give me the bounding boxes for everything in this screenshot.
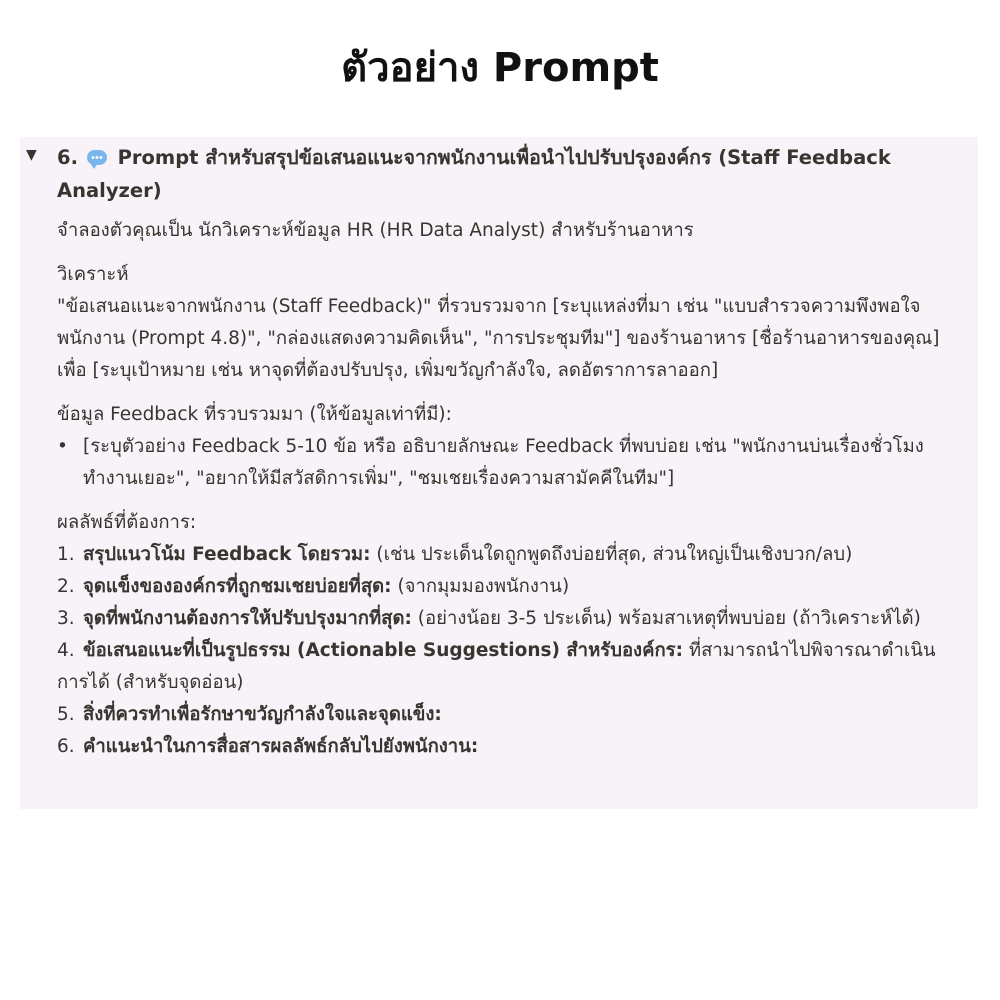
list-item-bold: สิ่งที่ควรทำเพื่อรักษาขวัญกำลังใจและจุดแข็ง: [83, 704, 442, 725]
list-item [57, 603, 962, 635]
list-item-text: (จากมุมมองพนักงาน) [397, 576, 570, 597]
list-number: 4. [57, 640, 75, 661]
toggle-arrow-icon[interactable]: ▼ [26, 147, 37, 163]
list-item-text: (อย่างน้อย 3-5 ประเด็น) พร้อมสาเหตุที่พบบ่อย (ถ้าวิเคราะห์ได้) [417, 608, 921, 629]
list-item [57, 431, 962, 495]
feedback-heading: ข้อมูล Feedback ที่รวบรวมมา (ให้ข้อมูลเท่าที่มี): [57, 404, 452, 425]
toggle-title[interactable] [57, 141, 962, 207]
list-item-bold: คำแนะนำในการสื่อสารผลลัพธ์กลับไปยังพนักงาน: [83, 736, 479, 757]
toggle-number: 6. [57, 146, 78, 169]
list-number: 1. [57, 544, 75, 565]
toggle-body [57, 215, 962, 763]
results-list [57, 539, 962, 763]
list-item [57, 699, 962, 731]
page-title: ตัวอย่าง Prompt [341, 45, 659, 91]
list-item-bold: สรุปแนวโน้ม Feedback โดยรวม: [83, 544, 371, 565]
list-item [57, 571, 962, 603]
list-number: 3. [57, 608, 75, 629]
list-item [57, 635, 962, 699]
analyze-paragraph: "ข้อเสนอแนะจากพนักงาน (Staff Feedback)" ที่รวบรวมจาก [ระบุแหล่งที่มา เช่น "แบบสำรวจความพึงพอใจพนักงาน (Prompt 4.8)", "กล่องแสดงความคิดเห็น", "การประชุมทีม"] ของร้านอาหาร [ชื่อร้านอาหารของคุณ] เพื่อ [ระบุเป้าหมาย เช่น หาจุดที่ต้องปรับปรุง, เพิ่มขวัญกำลังใจ, ลดอัตราการลาออก] [57, 296, 940, 381]
results-heading: ผลลัพธ์ที่ต้องการ: [57, 512, 197, 533]
list-number: 6. [57, 736, 75, 757]
speech-balloon-icon [87, 150, 107, 165]
toggle-block [20, 137, 978, 809]
analyze-heading: วิเคราะห์ [57, 264, 129, 285]
list-item-bold: จุดที่พนักงานต้องการให้ปรับปรุงมากที่สุด: [83, 608, 412, 629]
list-item-bold: จุดแข็งขององค์กรที่ถูกชมเชยบ่อยที่สุด: [83, 576, 392, 597]
list-number: 2. [57, 576, 75, 597]
list-item [57, 539, 962, 571]
list-item-text: ที่สามารถนำไปพิจารณาดำเนินการได้ (สำหรับจุดอ่อน) [57, 640, 936, 693]
role-paragraph: จำลองตัวคุณเป็น นักวิเคราะห์ข้อมูล HR (HR Data Analyst) สำหรับร้านอาหาร [57, 220, 694, 241]
list-item-text: (เช่น ประเด็นใดถูกพูดถึงบ่อยที่สุด, ส่วนใหญ่เป็นเชิงบวก/ลบ) [376, 544, 853, 565]
list-number: 5. [57, 704, 75, 725]
feedback-item-text: [ระบุตัวอย่าง Feedback 5-10 ข้อ หรือ อธิบายลักษณะ Feedback ที่พบบ่อย เช่น "พนักงานบ่นเรื่องชั่วโมงทำงานเยอะ", "อยากให้มีสวัสดิการเพิ่ม", "ชมเชยเรื่องความสามัคคีในทีม"] [83, 436, 924, 489]
list-item [57, 731, 962, 763]
list-item-bold: ข้อเสนอแนะที่เป็นรูปธรรม (Actionable Suggestions) สำหรับองค์กร: [83, 640, 684, 661]
toggle-title-text: Prompt สำหรับสรุปข้อเสนอแนะจากพนักงานเพื่อนำไปปรับปรุงองค์กร (Staff Feedback Analyzer) [57, 146, 891, 202]
bullet-icon: • [57, 436, 68, 457]
